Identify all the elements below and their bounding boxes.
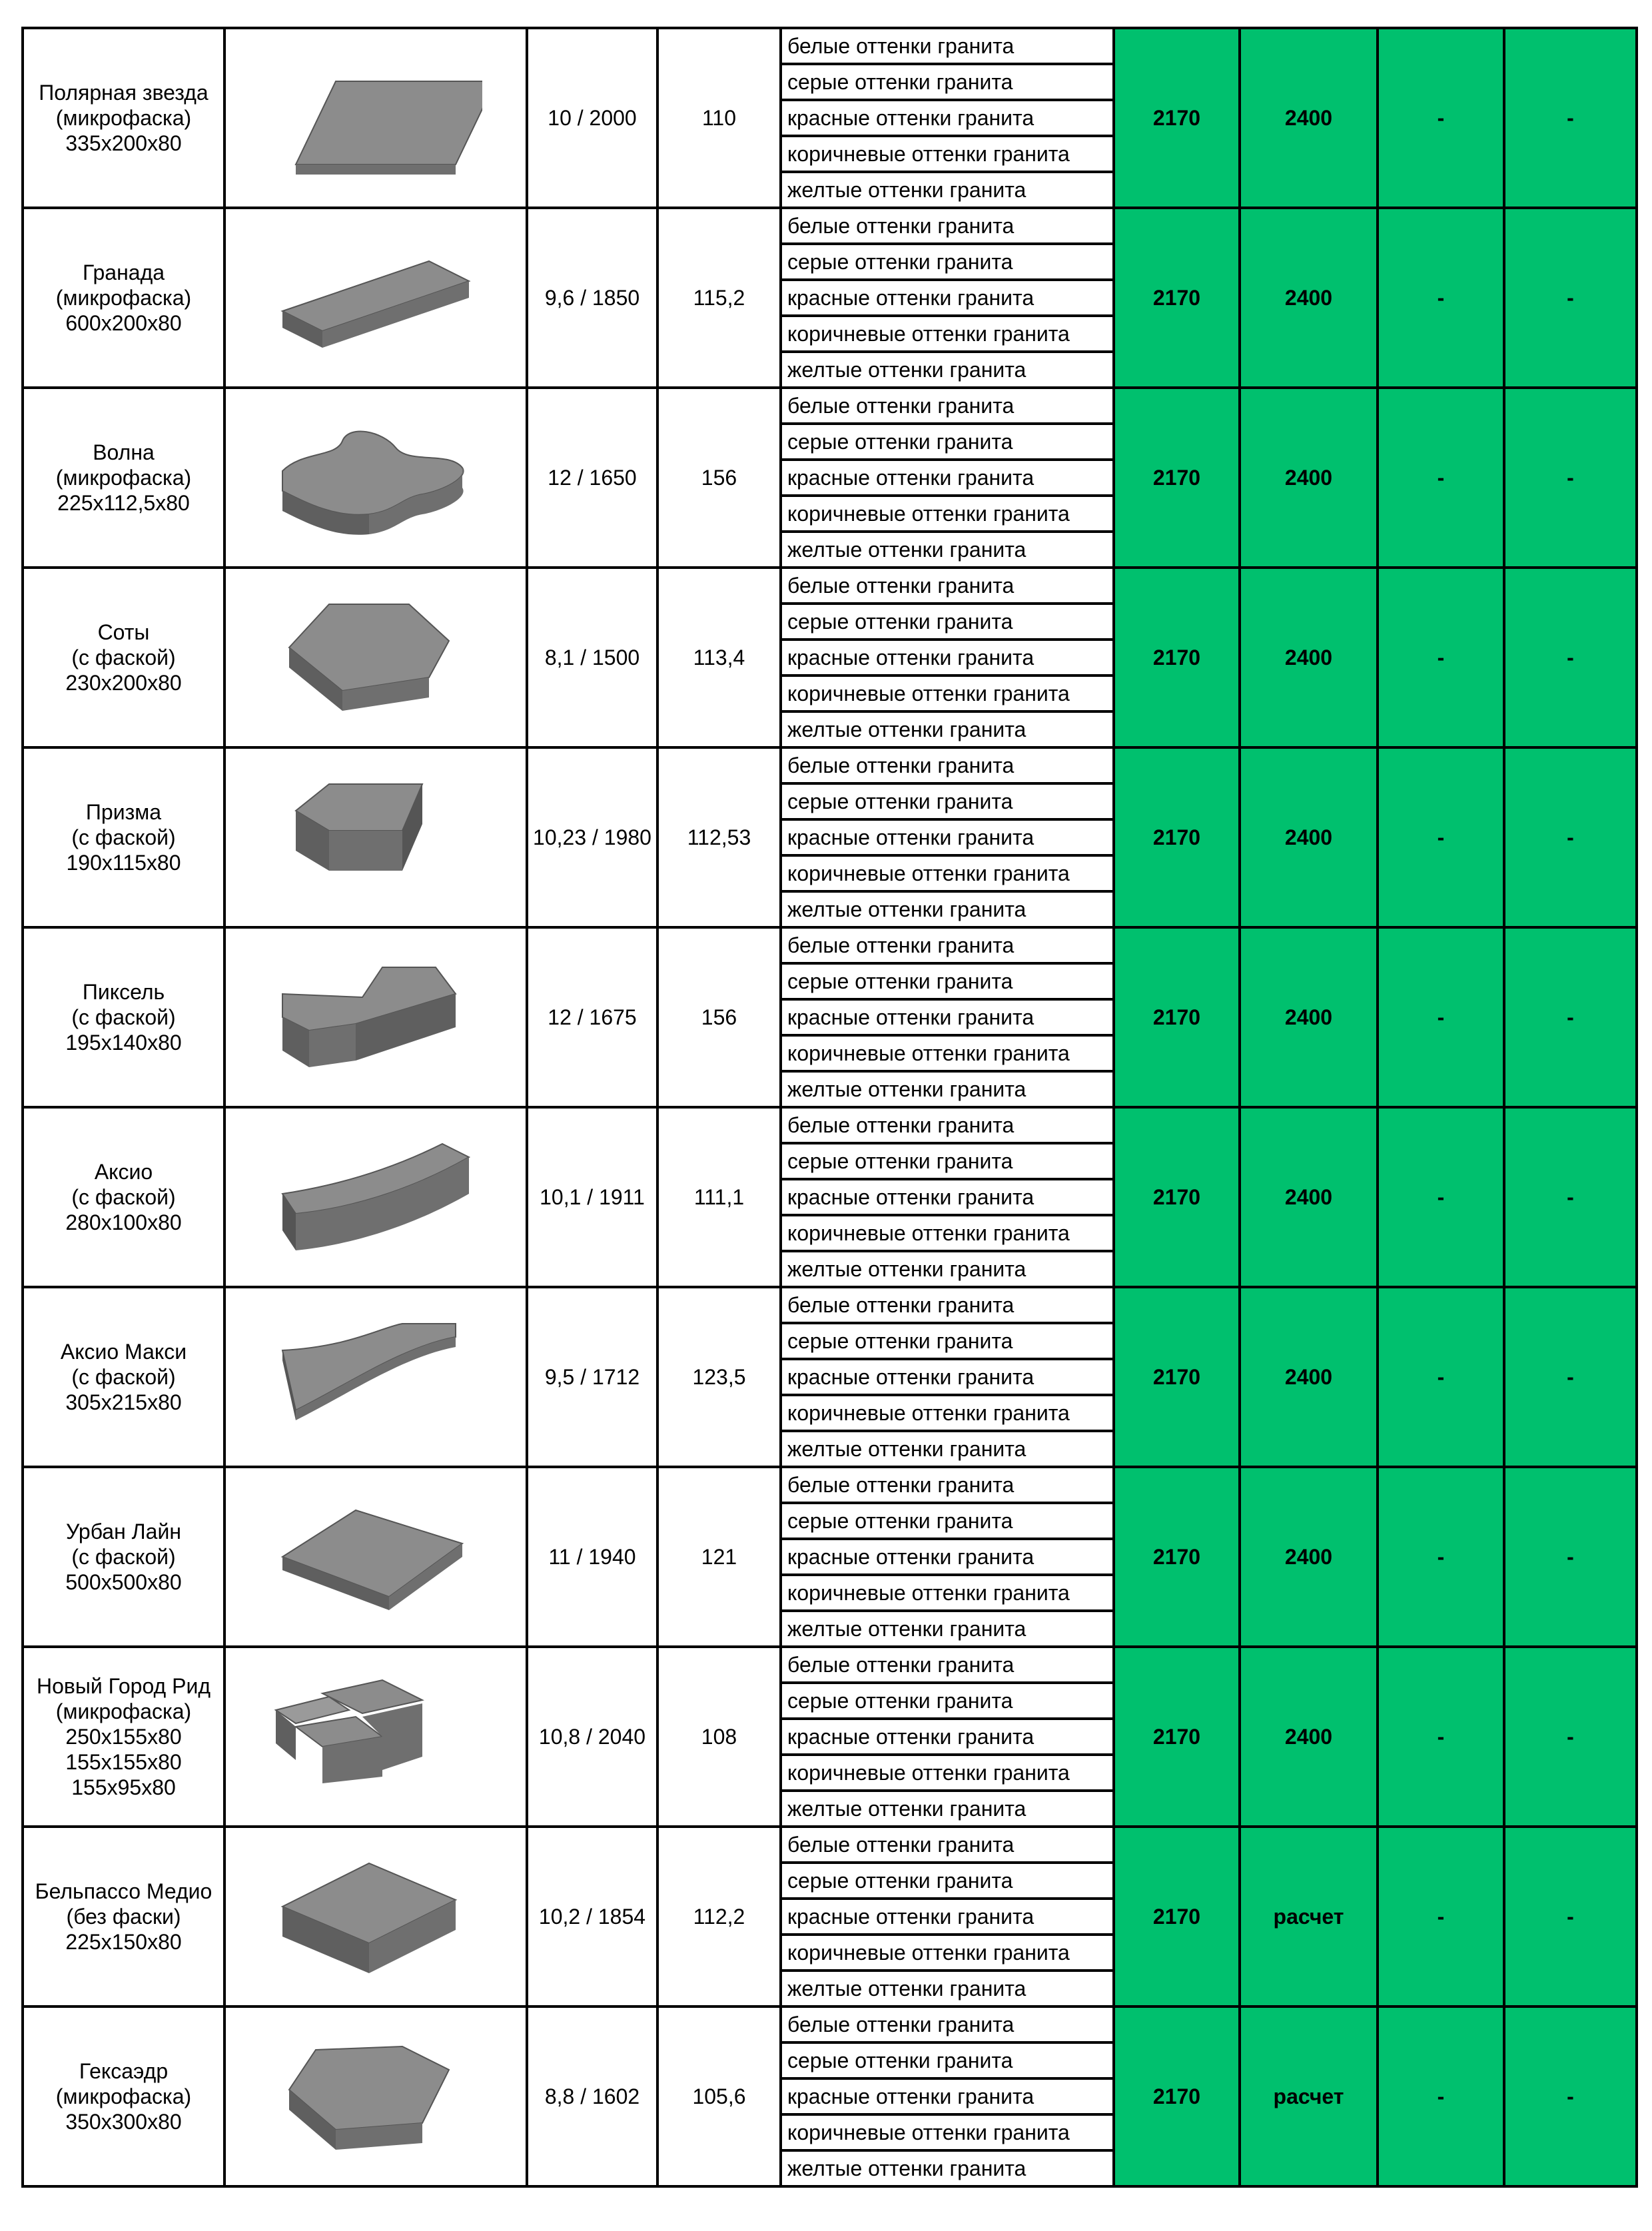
price-2: 2400 xyxy=(1240,28,1378,208)
mass-per-m2: 156 xyxy=(657,927,781,1107)
color-option: коричневые оттенки гранита xyxy=(781,1035,1114,1071)
table-row xyxy=(23,1107,1637,1143)
qty-per-pallet: 8,8 / 1602 xyxy=(527,2007,657,2186)
mass-per-m2: 110 xyxy=(657,28,781,208)
color-option: белые оттенки гранита xyxy=(781,927,1114,963)
qty-per-pallet: 12 / 1675 xyxy=(527,927,657,1107)
mass-per-m2: 111,1 xyxy=(657,1107,781,1287)
qty-per-pallet: 11 / 1940 xyxy=(527,1467,657,1647)
color-option: белые оттенки гранита xyxy=(781,1647,1114,1683)
mass-per-m2: 123,5 xyxy=(657,1287,781,1467)
table-row xyxy=(23,1647,1637,1683)
mass-per-m2: 113,4 xyxy=(657,568,781,747)
qty-per-pallet: 10,8 / 2040 xyxy=(527,1647,657,1827)
product-image xyxy=(224,747,527,927)
product-name: Бельпассо Медио (без фаски) 225x150x80 xyxy=(23,1827,224,2007)
color-option: красные оттенки гранита xyxy=(781,1719,1114,1755)
table-row xyxy=(23,1467,1637,1503)
product-name: Урбан Лайн (с фаской) 500x500x80 xyxy=(23,1467,224,1647)
price-1: 2170 xyxy=(1114,1647,1240,1827)
product-image xyxy=(224,208,527,388)
mass-per-m2: 112,2 xyxy=(657,1827,781,2007)
product-image xyxy=(224,568,527,747)
price-3: - xyxy=(1378,28,1504,208)
color-option: серые оттенки гранита xyxy=(781,244,1114,280)
product-image xyxy=(224,1647,527,1827)
qty-per-pallet: 10,2 / 1854 xyxy=(527,1827,657,2007)
price-1: 2170 xyxy=(1114,1467,1240,1647)
color-option: красные оттенки гранита xyxy=(781,819,1114,855)
color-option: белые оттенки гранита xyxy=(781,1287,1114,1323)
color-option: серые оттенки гранита xyxy=(781,604,1114,640)
color-option: красные оттенки гранита xyxy=(781,1359,1114,1395)
product-image xyxy=(224,1287,527,1467)
mass-per-m2: 105,6 xyxy=(657,2007,781,2186)
color-option: белые оттенки гранита xyxy=(781,568,1114,604)
price-3: - xyxy=(1378,747,1504,927)
paver-arc-maxi-icon xyxy=(269,1310,482,1444)
color-option: красные оттенки гранита xyxy=(781,460,1114,496)
price-4: - xyxy=(1504,388,1637,568)
price-4: - xyxy=(1504,747,1637,927)
paver-rhombus-icon xyxy=(269,51,482,185)
color-option: белые оттенки гранита xyxy=(781,2007,1114,2042)
color-option: белые оттенки гранита xyxy=(781,388,1114,424)
color-option: серые оттенки гранита xyxy=(781,2042,1114,2078)
price-3: - xyxy=(1378,388,1504,568)
color-option: коричневые оттенки гранита xyxy=(781,1755,1114,1791)
price-1: 2170 xyxy=(1114,208,1240,388)
product-image xyxy=(224,2007,527,2186)
price-table xyxy=(21,27,1638,2188)
price-2: 2400 xyxy=(1240,1287,1378,1467)
color-option: красные оттенки гранита xyxy=(781,1179,1114,1215)
mass-per-m2: 112,53 xyxy=(657,747,781,927)
product-name: Гексаэдр (микрофаска) 350x300x80 xyxy=(23,2007,224,2186)
table-row xyxy=(23,388,1637,424)
color-option: серые оттенки гранита xyxy=(781,783,1114,819)
color-option: коричневые оттенки гранита xyxy=(781,1935,1114,1971)
color-option: желтые оттенки гранита xyxy=(781,352,1114,388)
color-option: коричневые оттенки гранита xyxy=(781,316,1114,352)
qty-per-pallet: 10 / 2000 xyxy=(527,28,657,208)
price-4: - xyxy=(1504,1467,1637,1647)
price-4: - xyxy=(1504,568,1637,747)
qty-per-pallet: 10,1 / 1911 xyxy=(527,1107,657,1287)
color-option: коричневые оттенки гранита xyxy=(781,675,1114,711)
color-option: коричневые оттенки гранита xyxy=(781,855,1114,891)
qty-per-pallet: 10,23 / 1980 xyxy=(527,747,657,927)
price-1: 2170 xyxy=(1114,1287,1240,1467)
color-option: желтые оттенки гранита xyxy=(781,172,1114,208)
color-option: красные оттенки гранита xyxy=(781,1539,1114,1575)
mass-per-m2: 121 xyxy=(657,1467,781,1647)
price-2: 2400 xyxy=(1240,1467,1378,1647)
price-4: - xyxy=(1504,1107,1637,1287)
color-option: желтые оттенки гранита xyxy=(781,1611,1114,1647)
color-option: белые оттенки гранита xyxy=(781,747,1114,783)
price-3: - xyxy=(1378,568,1504,747)
price-1: 2170 xyxy=(1114,1827,1240,2007)
color-option: серые оттенки гранита xyxy=(781,1323,1114,1359)
price-table-sheet xyxy=(21,27,1638,2188)
product-name: Пиксель (с фаской) 195x140x80 xyxy=(23,927,224,1107)
qty-per-pallet: 12 / 1650 xyxy=(527,388,657,568)
table-row xyxy=(23,747,1637,783)
color-option: красные оттенки гранита xyxy=(781,2078,1114,2114)
price-3: - xyxy=(1378,2007,1504,2186)
product-name: Волна (микрофаска) 225x112,5x80 xyxy=(23,388,224,568)
qty-per-pallet: 9,5 / 1712 xyxy=(527,1287,657,1467)
price-table-body xyxy=(23,28,1637,2186)
color-option: желтые оттенки гранита xyxy=(781,1071,1114,1107)
price-2: 2400 xyxy=(1240,388,1378,568)
price-4: - xyxy=(1504,2007,1637,2186)
color-option: желтые оттенки гранита xyxy=(781,711,1114,747)
price-3: - xyxy=(1378,1827,1504,2007)
product-image xyxy=(224,1827,527,2007)
color-option: серые оттенки гранита xyxy=(781,1503,1114,1539)
color-option: желтые оттенки гранита xyxy=(781,1431,1114,1467)
price-3: - xyxy=(1378,1287,1504,1467)
table-row xyxy=(23,1287,1637,1323)
table-row xyxy=(23,28,1637,64)
color-option: красные оттенки гранита xyxy=(781,999,1114,1035)
mass-per-m2: 108 xyxy=(657,1647,781,1827)
price-3: - xyxy=(1378,1107,1504,1287)
paver-hexagon-icon xyxy=(269,591,482,724)
color-option: коричневые оттенки гранита xyxy=(781,1575,1114,1611)
mass-per-m2: 156 xyxy=(657,388,781,568)
product-name: Полярная звезда (микрофаска) 335x200x80 xyxy=(23,28,224,208)
color-option: красные оттенки гранита xyxy=(781,1899,1114,1935)
paver-brick-icon xyxy=(269,1850,482,1983)
price-4: - xyxy=(1504,1827,1637,2007)
price-4: - xyxy=(1504,28,1637,208)
paver-square-icon xyxy=(269,1490,482,1623)
price-2: 2400 xyxy=(1240,208,1378,388)
paver-slab-long-icon xyxy=(269,231,482,364)
color-option: белые оттенки гранита xyxy=(781,208,1114,244)
color-option: серые оттенки гранита xyxy=(781,424,1114,460)
price-4: - xyxy=(1504,208,1637,388)
price-2: 2400 xyxy=(1240,568,1378,747)
paver-prism-icon xyxy=(269,771,482,904)
color-option: серые оттенки гранита xyxy=(781,1683,1114,1719)
price-3: - xyxy=(1378,1467,1504,1647)
price-1: 2170 xyxy=(1114,1107,1240,1287)
table-row xyxy=(23,568,1637,604)
price-1: 2170 xyxy=(1114,568,1240,747)
table-row xyxy=(23,927,1637,963)
paver-arc-icon xyxy=(269,1130,482,1264)
product-image xyxy=(224,927,527,1107)
price-1: 2170 xyxy=(1114,747,1240,927)
price-1: 2170 xyxy=(1114,927,1240,1107)
color-option: коричневые оттенки гранита xyxy=(781,136,1114,172)
product-name: Новый Город Рид (микрофаска) 250x155x80 155x155x80 155x95x80 xyxy=(23,1647,224,1827)
price-3: - xyxy=(1378,1647,1504,1827)
product-image xyxy=(224,1107,527,1287)
paver-pixel-icon xyxy=(269,951,482,1084)
product-image xyxy=(224,388,527,568)
mass-per-m2: 115,2 xyxy=(657,208,781,388)
product-name: Аксио Макси (с фаской) 305x215x80 xyxy=(23,1287,224,1467)
price-2: расчет xyxy=(1240,1827,1378,2007)
color-option: белые оттенки гранита xyxy=(781,1107,1114,1143)
qty-per-pallet: 8,1 / 1500 xyxy=(527,568,657,747)
price-2: расчет xyxy=(1240,2007,1378,2186)
color-option: желтые оттенки гранита xyxy=(781,532,1114,568)
price-1: 2170 xyxy=(1114,28,1240,208)
qty-per-pallet: 9,6 / 1850 xyxy=(527,208,657,388)
color-option: серые оттенки гранита xyxy=(781,1863,1114,1899)
color-option: серые оттенки гранита xyxy=(781,64,1114,100)
color-option: красные оттенки гранита xyxy=(781,280,1114,316)
product-image xyxy=(224,28,527,208)
color-option: коричневые оттенки гранита xyxy=(781,1215,1114,1251)
color-option: желтые оттенки гранита xyxy=(781,2150,1114,2186)
price-2: 2400 xyxy=(1240,1107,1378,1287)
price-3: - xyxy=(1378,208,1504,388)
color-option: коричневые оттенки гранита xyxy=(781,1395,1114,1431)
price-4: - xyxy=(1504,1287,1637,1467)
table-row xyxy=(23,208,1637,244)
product-image xyxy=(224,1467,527,1647)
color-option: желтые оттенки гранита xyxy=(781,891,1114,927)
table-row xyxy=(23,2007,1637,2042)
price-3: - xyxy=(1378,927,1504,1107)
color-option: серые оттенки гранита xyxy=(781,963,1114,999)
color-option: красные оттенки гранита xyxy=(781,100,1114,136)
price-2: 2400 xyxy=(1240,747,1378,927)
color-option: серые оттенки гранита xyxy=(781,1143,1114,1179)
product-name: Аксио (с фаской) 280x100x80 xyxy=(23,1107,224,1287)
color-option: красные оттенки гранита xyxy=(781,640,1114,675)
paver-wave-icon xyxy=(269,411,482,544)
color-option: белые оттенки гранита xyxy=(781,1827,1114,1863)
color-option: белые оттенки гранита xyxy=(781,28,1114,64)
price-1: 2170 xyxy=(1114,2007,1240,2186)
color-option: коричневые оттенки гранита xyxy=(781,496,1114,532)
color-option: белые оттенки гранита xyxy=(781,1467,1114,1503)
product-name: Гранада (микрофаска) 600x200x80 xyxy=(23,208,224,388)
color-option: коричневые оттенки гранита xyxy=(781,2114,1114,2150)
price-2: 2400 xyxy=(1240,927,1378,1107)
paver-hexagon2-icon xyxy=(269,2030,482,2163)
paver-set-icon xyxy=(269,1670,482,1803)
price-1: 2170 xyxy=(1114,388,1240,568)
price-4: - xyxy=(1504,1647,1637,1827)
product-name: Призма (с фаской) 190x115x80 xyxy=(23,747,224,927)
price-2: 2400 xyxy=(1240,1647,1378,1827)
color-option: желтые оттенки гранита xyxy=(781,1791,1114,1827)
table-row xyxy=(23,1827,1637,1863)
product-name: Соты (с фаской) 230x200x80 xyxy=(23,568,224,747)
color-option: желтые оттенки гранита xyxy=(781,1251,1114,1287)
price-4: - xyxy=(1504,927,1637,1107)
color-option: желтые оттенки гранита xyxy=(781,1971,1114,2007)
